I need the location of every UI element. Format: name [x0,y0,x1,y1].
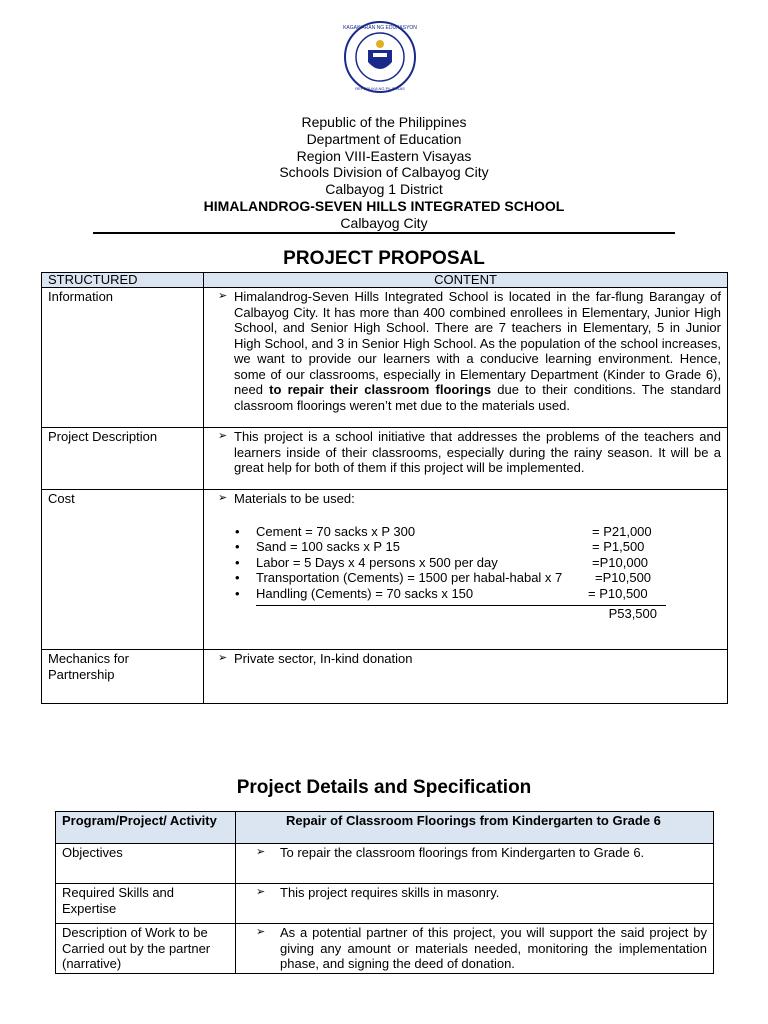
bullet-icon: • [235,539,240,554]
cost-amount: = P21,000 [592,523,652,539]
details-header-row [56,812,714,844]
header-line-1: Republic of the Philippines [301,114,467,130]
info-cell [204,288,728,428]
cost-item: Handling (Cements) = 70 sacks x 150 [256,585,474,601]
list-item [210,524,721,540]
table-row [56,844,714,884]
arrow-bullet-icon: ➢ [256,846,266,858]
cost-total: P53,500 [608,606,657,621]
work-label: Description of Work to be Carried out by the partner (narrative) [56,924,236,974]
table-row [56,924,714,974]
bullet-icon: • [235,523,240,539]
proposal-col-content: CONTENT [204,273,728,288]
header-line-4: Schools Division of Calbayog City [279,164,489,181]
proposal-header-row [42,273,728,288]
objectives-cell [236,844,714,884]
proposal-table [41,272,728,704]
objectives-text: To repair the classroom floorings from Kindergarten to Grade 6. [280,845,645,860]
info-text-b: due to their conditions. The standard classroom floorings weren’t met due to the materials used. [234,382,721,413]
mech-text: Private sector, In-kind donation [234,651,413,666]
work-cell [236,924,714,974]
desc-label: Project Description [42,428,204,490]
bullet-icon: • [235,585,240,601]
skills-label: Required Skills and Expertise [56,884,236,924]
list-item [210,539,721,555]
table-row [42,428,728,490]
proposal-col-structured: STRUCTURED [42,273,204,288]
letterhead [0,114,768,232]
arrow-bullet-icon: ➢ [218,430,228,442]
header-divider [93,232,675,234]
list-item [210,586,721,602]
list-item [210,570,721,586]
info-text-a: Himalandrog-Seven Hills Integrated School is located in the far-flung Barangay of Calbayog City. It has more than 400 combined enrollees in Elementary, Junior High School, and Senior High School. There are 7 teachers in Elementary, 5 in Junior High School, and 3 in Senior High School. As the population of the school increases, we want to provide our learners with a conducive learning environment. Hence, some of our classrooms, especially in Elementary Department (Kinder to Grade 6), need [234,289,721,397]
arrow-bullet-icon: ➢ [256,926,266,938]
cost-item: Labor = 5 Days x 4 persons x 500 per day [256,554,498,570]
info-label: Information [42,288,204,428]
arrow-bullet-icon: ➢ [218,492,228,504]
header-line-2: Department of Education [306,130,462,147]
table-row [42,288,728,428]
seal-top-text: KAGAWARAN NG EDUKASYON [343,25,417,31]
table-row [56,884,714,924]
table-row [42,490,728,650]
cost-amount: =P10,500 [595,570,652,585]
deped-seal [343,20,417,94]
arrow-bullet-icon: ➢ [218,652,228,664]
cost-cell [204,490,728,650]
cost-item: Sand = 100 sacks x P 15 [256,539,400,554]
seal-bottom-text: REPUBLIKA NG PILIPINAS [355,86,405,91]
header-line-3: Region VIII-Eastern Visayas [296,147,472,164]
details-col-program: Program/Project/ Activity [56,812,236,844]
cost-amount: = P1,500 [592,539,645,554]
mech-cell [204,650,728,704]
cost-item: Cement = 70 sacks x P 300 [256,523,416,539]
header-city: Calbayog City [340,214,428,231]
cost-intro: Materials to be used: [234,491,355,506]
bullet-icon: • [235,554,240,570]
details-col-project: Repair of Classroom Floorings from Kindergarten to Grade 6 [236,812,714,844]
cost-label: Cost [42,490,204,650]
bullet-icon: • [235,570,240,585]
details-title: Project Details and Specification [236,777,532,798]
school-name: HIMALANDROG-SEVEN HILLS INTEGRATED SCHOOL [203,197,565,214]
skills-cell [236,884,714,924]
desc-text: This project is a school initiative that addresses the problems of the teachers and learners inside of their classrooms, especially during the rainy season. It will be a great help for both of them if this project will be implemented. [234,429,721,475]
skills-text: This project requires skills in masonry. [280,885,500,900]
mech-label: Mechanics for Partnership [42,650,204,704]
header-line-5: Calbayog 1 District [325,181,443,198]
cost-item: Transportation (Cements) = 1500 per habal-habal x 7 [256,570,563,585]
arrow-bullet-icon: ➢ [218,290,228,302]
objectives-label: Objectives [56,844,236,884]
list-item [210,555,721,571]
info-text-bold: to repair their classroom floorings [269,382,492,397]
arrow-bullet-icon: ➢ [256,886,266,898]
proposal-title: PROJECT PROPOSAL [283,248,485,269]
table-row [42,650,728,704]
details-table [55,811,714,974]
desc-cell [204,428,728,490]
cost-amount: = P10,500 [588,585,648,601]
cost-amount: =P10,000 [592,554,649,570]
work-text: As a potential partner of this project, you will support the said project by giving any amount or materials needed, monitoring the implementation phase, and signing the deed of donation. [280,925,707,971]
